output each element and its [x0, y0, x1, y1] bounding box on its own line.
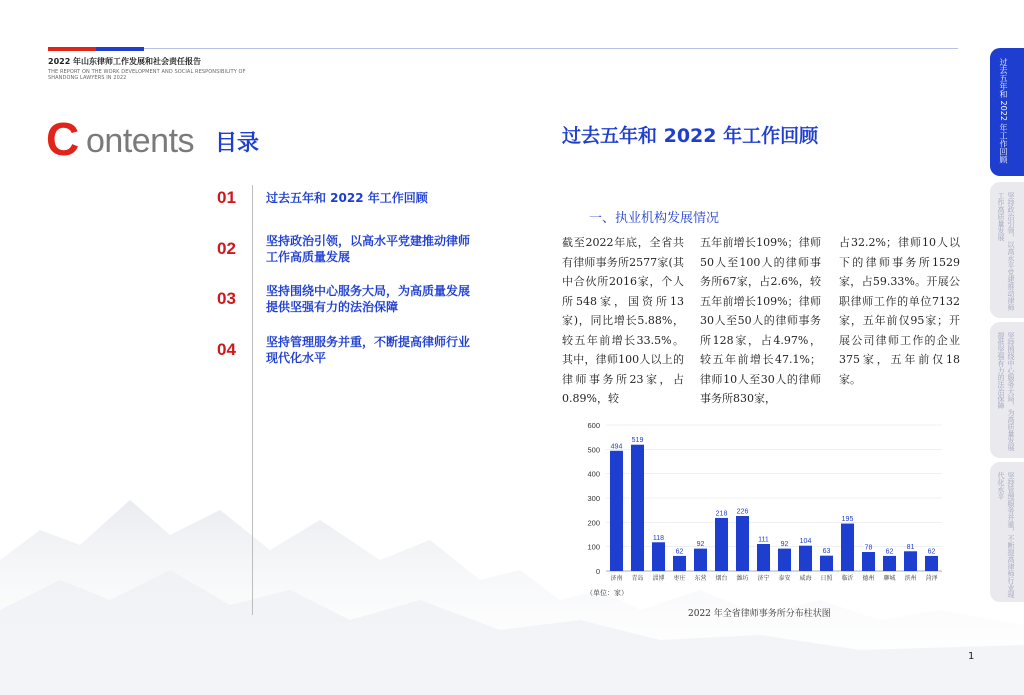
- toc-item-4[interactable]: 坚持管理服务并重，不断提高律师行业现代化水平: [266, 335, 471, 365]
- y-tick-label: 600: [587, 421, 600, 430]
- data-label: 519: [631, 437, 644, 445]
- side-tab-label: 坚持围绕中心服务大局，为高质量发展提供坚强有力的法治保障: [997, 332, 1015, 451]
- y-tick-label: 100: [587, 542, 600, 552]
- x-tick-label: 日照: [820, 575, 833, 582]
- contents-heading-initial: C: [46, 113, 80, 165]
- bar: [799, 546, 812, 571]
- side-tab-label: 坚持管理服务并重，不断提高律师行业现代化水平: [997, 472, 1015, 598]
- toc-divider: [252, 185, 253, 615]
- data-label: 218: [715, 510, 728, 518]
- contents-heading: ontents: [86, 122, 195, 160]
- toc-number: 01: [217, 188, 236, 207]
- data-label: 226: [736, 508, 749, 516]
- y-tick-label: 200: [587, 518, 600, 528]
- report-title: 2022 年山东律师工作发展和社会责任报告: [48, 57, 202, 66]
- toc-number: 02: [217, 239, 236, 258]
- bar: [673, 556, 686, 571]
- x-tick-label: 威海: [799, 575, 812, 582]
- x-tick-label: 临沂: [841, 575, 854, 582]
- page-number: 1: [968, 651, 975, 662]
- bar: [862, 552, 875, 571]
- side-tab-label: 过去五年和 2022 年工作回顾: [999, 58, 1008, 164]
- data-label: 81: [906, 543, 915, 551]
- data-label: 62: [675, 548, 684, 556]
- data-label: 78: [864, 544, 873, 552]
- bar: [610, 451, 623, 571]
- toc-item-2[interactable]: 坚持政治引领，以高水平党建推动律师工作高质量发展: [266, 234, 471, 264]
- toc-number: 03: [217, 289, 236, 308]
- toc-number: 04: [217, 340, 236, 359]
- toc-item-3[interactable]: 坚持围绕中心服务大局，为高质量发展提供坚强有力的法治保障: [266, 284, 471, 314]
- body-text-column-3: 占32.2%；律师10人以下的律师事务所1529家，占59.33%。开展公职律师工作的单位7132家，五年前仅95家；开展公司律师工作的企业375家，五年前仅18家。: [839, 236, 960, 386]
- header-divider: [144, 48, 958, 49]
- x-tick-label: 青岛: [631, 575, 644, 582]
- bar: [736, 516, 749, 571]
- bar: [841, 524, 854, 571]
- x-tick-label: 菏泽: [925, 575, 938, 582]
- toc-item-1[interactable]: 过去五年和 2022 年工作回顾: [266, 191, 428, 205]
- x-tick-label: 滨州: [904, 575, 917, 582]
- chart-caption: 2022 年全省律师事务所分布柱状图: [688, 609, 831, 619]
- y-tick-label: 0: [595, 567, 600, 576]
- side-tab-2[interactable]: [990, 182, 1024, 318]
- x-tick-label: 聊城: [883, 575, 896, 582]
- side-tab-4[interactable]: [990, 462, 1024, 602]
- bar: [778, 549, 791, 571]
- data-label: 62: [927, 548, 936, 556]
- bar: [694, 549, 707, 571]
- x-tick-label: 淄博: [652, 575, 665, 582]
- data-label: 63: [822, 548, 831, 556]
- bar: [652, 542, 665, 571]
- law-firm-distribution-chart: [560, 415, 960, 605]
- x-tick-label: 德州: [862, 575, 875, 582]
- side-tab-label: 坚持政治引领，以高水平党建推动律师工作高质量发展: [997, 192, 1015, 311]
- x-tick-label: 济南: [610, 575, 623, 582]
- side-tab-1[interactable]: [990, 48, 1024, 176]
- data-label: 92: [696, 541, 705, 549]
- body-text-column-1: 截至2022年底，全省共有律师事务所2577家(其中合伙所2016家，个人所548家，国资所13家)，同比增长5.88%，较五年前增长33.5%。其中，律师100人以上的律师事务所23家，占0.89%，较: [562, 236, 684, 405]
- unit-label: （单位：家）: [586, 589, 628, 597]
- section-title: 过去五年和 2022 年工作回顾: [562, 125, 819, 147]
- y-tick-label: 400: [587, 469, 600, 479]
- x-tick-label: 泰安: [778, 575, 791, 582]
- data-label: 195: [841, 516, 854, 524]
- data-label: 62: [885, 548, 894, 556]
- data-label: 494: [610, 443, 623, 451]
- data-label: 111: [758, 536, 769, 544]
- bar: [925, 556, 938, 571]
- x-tick-label: 济宁: [757, 575, 770, 582]
- body-text-column-2: 五年前增长109%；律师50人至100人的律师事务所67家，占2.6%，较五年前增长109%；律师30人至50人的律师事务所128家，占4.97%，较五年前增长47.1%；律师10人至30人的律师事务所830家，: [700, 236, 821, 405]
- bar: [883, 556, 896, 571]
- x-tick-label: 潍坊: [736, 575, 749, 582]
- x-tick-label: 枣庄: [673, 575, 686, 582]
- contents-heading-cn: 目录: [215, 131, 260, 156]
- data-label: 92: [780, 541, 789, 549]
- y-tick-label: 500: [587, 445, 600, 455]
- report-title-en: THE REPORT ON THE WORK DEVELOPMENT AND SOCIAL RESPONSIBILITY OF SHANDONG LAWYERS IN 2022: [48, 69, 246, 81]
- bar: [904, 551, 917, 571]
- bar: [631, 445, 644, 571]
- bar: [715, 518, 728, 571]
- x-tick-label: 东营: [694, 575, 707, 582]
- bar: [820, 556, 833, 571]
- data-label: 118: [652, 534, 665, 542]
- header-red-bar: [48, 47, 96, 51]
- x-tick-label: 烟台: [715, 575, 728, 582]
- side-tab-3[interactable]: [990, 322, 1024, 458]
- header-blue-bar: [96, 47, 144, 51]
- subsection-title: 一、执业机构发展情况: [589, 211, 720, 226]
- bar: [757, 544, 770, 571]
- y-tick-label: 300: [587, 494, 600, 503]
- data-label: 104: [799, 538, 812, 546]
